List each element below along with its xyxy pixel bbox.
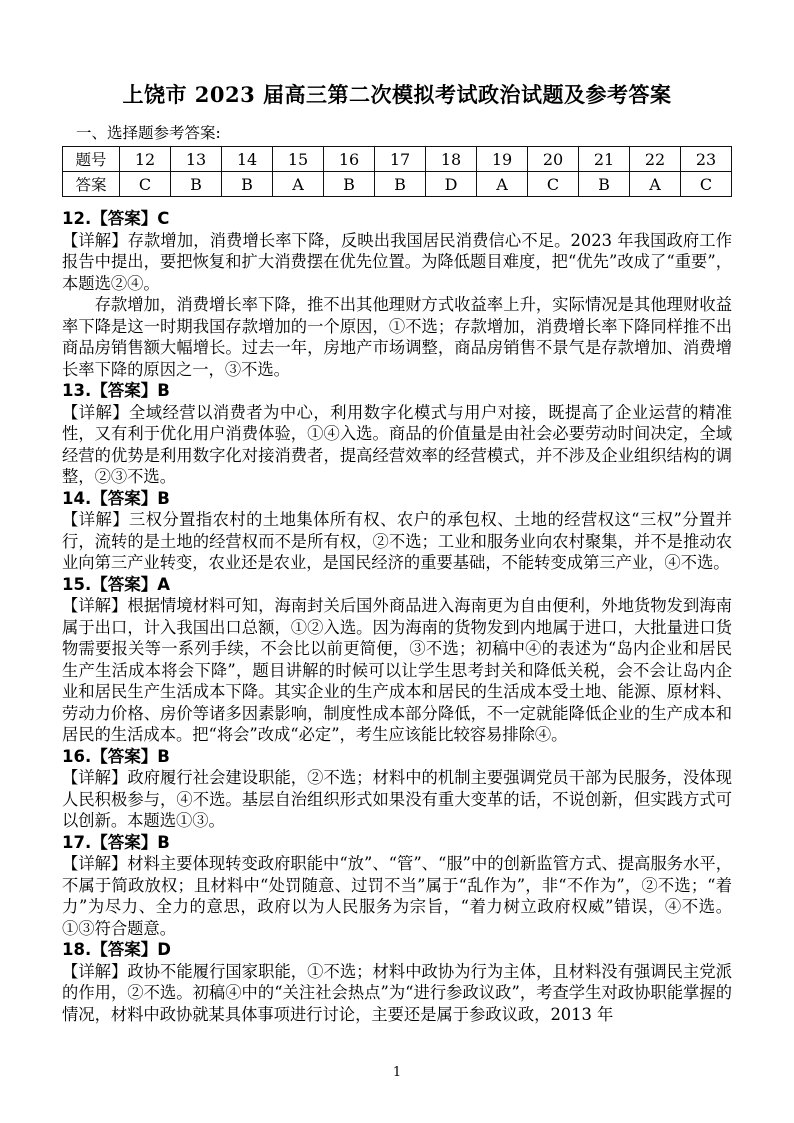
answer-cell: B: [222, 172, 273, 197]
answer-cell: C: [120, 172, 171, 197]
explanation-block-q16: [62, 746, 732, 832]
answer-cell: A: [477, 172, 528, 197]
question-number-cell: 12: [120, 147, 171, 172]
answer-cell: B: [171, 172, 222, 197]
question-number-cell: 17: [375, 147, 426, 172]
question-answer-heading: 14.【答案】B: [62, 488, 170, 508]
row-label-question-number: 题号: [63, 147, 120, 172]
answer-cell: A: [273, 172, 324, 197]
answer-cell: B: [579, 172, 630, 197]
answer-table: [62, 146, 732, 197]
row-label-answer: 答案: [63, 172, 120, 197]
question-answer-heading: 18.【答案】D: [62, 940, 171, 959]
section-heading: 一、选择题参考答案:: [76, 124, 221, 142]
explanation-block-q12: [62, 208, 732, 380]
explanation-paragraph: 【详解】全域经营以消费者为中心，利用数字化模式与用户对接，既提高了企业运营的精准性，又有利于优化用户消费体验，①④入选。商品的价值量是由社会必要劳动时间决定，全域经营的优势是利用数字化对接消费者，提高经营效率的经营模式，并不涉及企业组织结构的调整，②③不选。: [62, 402, 732, 486]
explanation-paragraph: 存款增加，消费增长率下降，推不出其他理财方式收益率上升，实际情况是其他理财收益率下降是这一时期我国存款增加的一个原因，①不选；存款增加，消费增长率下降同样推不出商品房销售额大幅增长。过去一年，房地产市场调整，商品房销售不景气是存款增加、消费增长率下降的原因之一，③不选。: [62, 295, 732, 379]
page-number: 1: [392, 1065, 402, 1080]
answer-cell: C: [528, 172, 579, 197]
explanations-section: [62, 208, 732, 1025]
question-number-cell: 18: [426, 147, 477, 172]
question-answer-heading: 15.【答案】A: [62, 574, 170, 594]
explanation-paragraph: 【详解】政府履行社会建设职能，②不选；材料中的机制主要强调党员干部为民服务，没体现人民积极参与，④不选。基层自治组织形式如果没有重大变革的话，不说创新，但实践方式可以创新。本题选①③。: [62, 768, 732, 830]
table-row-question-numbers: [63, 147, 732, 172]
question-answer-heading: 13.【答案】B: [62, 381, 170, 400]
explanation-block-q18: [62, 939, 732, 1025]
question-number-cell: 16: [324, 147, 375, 172]
answer-cell: C: [681, 172, 732, 197]
question-number-cell: 20: [528, 147, 579, 172]
question-answer-heading: 16.【答案】B: [62, 746, 170, 766]
question-number-cell: 13: [171, 147, 222, 172]
explanation-paragraph: 【详解】根据情境材料可知，海南封关后国外商品进入海南更为自由便利，外地货物发到海南属于出口，计入我国出口总额，①②入选。因为海南的货物发到内地属于进口，大批量进口货物需要报关等一系列手续，不会比以前更简便，③不选；初稿中④的表述为“岛内企业和居民生产生活成本将会下降”，题目讲解的时候可以让学生思考封关和降低关税，会不会让岛内企业和居民生产生活成本下降。其实企业的生产成本和居民的生活成本受土地、能源、原材料、劳动力价格、房价等诸多因素影响，制度性成本部分降低，不一定就能降低企业的生产成本和居民的生活成本。把“将会”改成“必定”，考生应该能比较容易排除④。: [62, 596, 732, 744]
explanation-block-q15: [62, 574, 732, 746]
question-number-cell: 19: [477, 147, 528, 172]
answer-cell: B: [375, 172, 426, 197]
question-number-cell: 21: [579, 147, 630, 172]
question-number-cell: 22: [630, 147, 681, 172]
question-answer-heading: 17.【答案】B: [62, 832, 170, 852]
table-row-answers: [63, 172, 732, 197]
explanation-block-q14: [62, 488, 732, 574]
answer-cell: B: [324, 172, 375, 197]
explanation-paragraph: 【详解】三权分置指农村的土地集体所有权、农户的承包权、土地的经营权这“三权”分置并行，流转的是土地的经营权而不是所有权，②不选；工业和服务业向农村聚集，并不是推动农业向第三产业转变，农业还是农业，是国民经济的重要基础，不能转变成第三产业，④不选。: [62, 510, 732, 572]
explanation-paragraph: 【详解】政协不能履行国家职能，①不选；材料中政协为行为主体，且材料没有强调民主党派的作用，②不选。初稿④中的“关注社会热点”为“进行参政议政”，考查学生对政协职能掌握的情况，材料中政协就某具体事项进行讨论，主要还是属于参政议政，2013 年: [62, 961, 732, 1024]
document-title: 上饶市 2023 届高三第二次模拟考试政治试题及参考答案: [122, 82, 672, 107]
explanation-block-q17: [62, 832, 732, 940]
answer-cell: D: [426, 172, 477, 197]
explanation-paragraph: 【详解】存款增加，消费增长率下降，反映出我国居民消费信心不足。2023 年我国政府工作报告中提出，要把恢复和扩大消费摆在优先位置。为降低题目难度，把“优先”改成了“重要”，本题选②④。: [62, 230, 732, 293]
explanation-block-q13: [62, 380, 732, 488]
question-answer-heading: 12.【答案】C: [62, 209, 170, 228]
question-number-cell: 15: [273, 147, 324, 172]
answer-cell: A: [630, 172, 681, 197]
question-number-cell: 23: [681, 147, 732, 172]
explanation-paragraph: 【详解】材料主要体现转变政府职能中“放”、“管”、“服”中的创新监管方式、提高服务水平，不属于简政放权；且材料中“处罚随意、过罚不当”属于“乱作为”，非“不作为”，②不选；“着力”为尽力、全力的意思，政府以为人民服务为宗旨，“着力树立政府权威”错误，④不选。①③符合题意。: [62, 854, 732, 938]
question-number-cell: 14: [222, 147, 273, 172]
